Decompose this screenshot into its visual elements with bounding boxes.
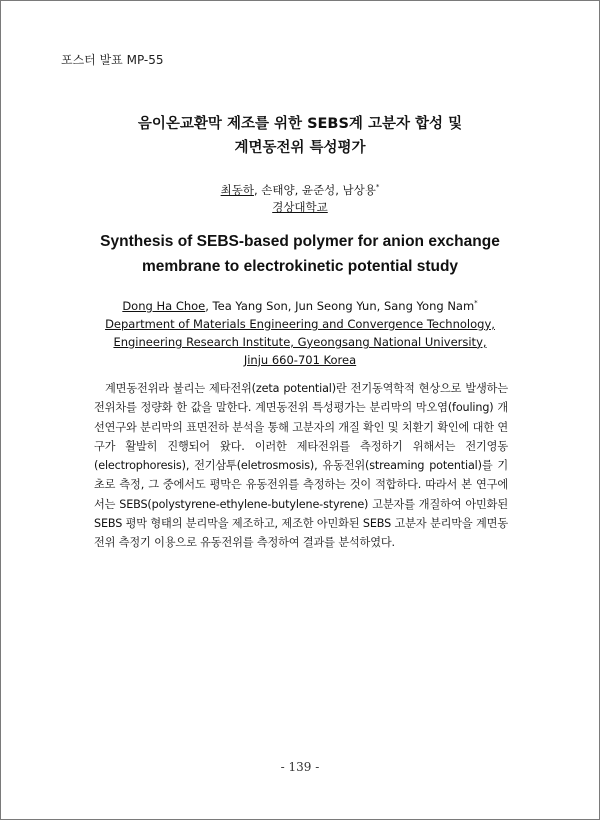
korean-title: [1, 112, 599, 160]
english-presenter: Dong Ha Choe: [122, 298, 206, 313]
english-title: [1, 229, 599, 279]
korean-coauthors: , 손태양, 윤준성, 남상용: [253, 182, 376, 197]
english-affiliation-line2: Engineering Research Institute, Gyeongsang National University,: [113, 334, 487, 349]
english-authors: [1, 294, 599, 369]
korean-title-line1: 음이온교환막 제조를 위한 SEBS계 고분자 합성 및: [137, 116, 463, 132]
english-coauthors: , Tea Yang Son, Jun Seong Yun, Sang Yong Nam: [205, 298, 475, 313]
korean-title-line2: 계면동전위 특성평가: [234, 140, 366, 156]
korean-presenter: 최동하: [220, 182, 254, 197]
korean-affiliation: 경상대학교: [272, 199, 328, 214]
korean-author-line: [1, 179, 599, 199]
korean-authors: [1, 179, 599, 216]
poster-tag: 포스터 발표 MP-55: [61, 53, 164, 67]
page-number: - 139 -: [280, 760, 320, 774]
english-title-line2: membrane to electrokinetic potential study: [141, 258, 459, 275]
english-author-line: [1, 294, 599, 315]
english-affiliation-line3: Jinju 660-701 Korea: [243, 352, 357, 367]
english-affiliation-line1: Department of Materials Engineering and Convergence Technology,: [105, 316, 495, 331]
abstract-body: 계면동전위라 불리는 제타전위(zeta potential)란 전기동역학적 현상으로 발생하는 전위차를 정량화 한 값을 말한다. 계면동전위 특성평가는 분리막의 막오염(fouling) 개선연구와 분리막의 표면전하 분석을 통해 고분자의 개질 확인 및 치환기 확인에 대한 연구가 활발히 진행되어 왔다. 이러한 제타전위를 측정하기 위해서는 전기영동(electrophoresis), 전기삼투(eletrosmosis), 유동전위(streaming potential)를 기초로 측정, 그 중에서도 평막은 유동전위를 측정하는 것이 적합하다. 따라서 본 연구에서는 SEBS(polystyrene-ethylene-butylene-styrene) 고분자를 개질하여 아민화된 SEBS 평막 형태의 분리막을 제조하고, 제조한 아민화된 SEBS 고분자 분리막을 계면동전위 측정기 이용으로 유동전위를 측정하여 결과를 분석하였다.: [94, 382, 508, 550]
english-corresponding-mark: *: [474, 299, 478, 307]
english-title-line1: Synthesis of SEBS-based polymer for anion exchange: [100, 233, 500, 250]
corresponding-mark: *: [375, 183, 380, 191]
